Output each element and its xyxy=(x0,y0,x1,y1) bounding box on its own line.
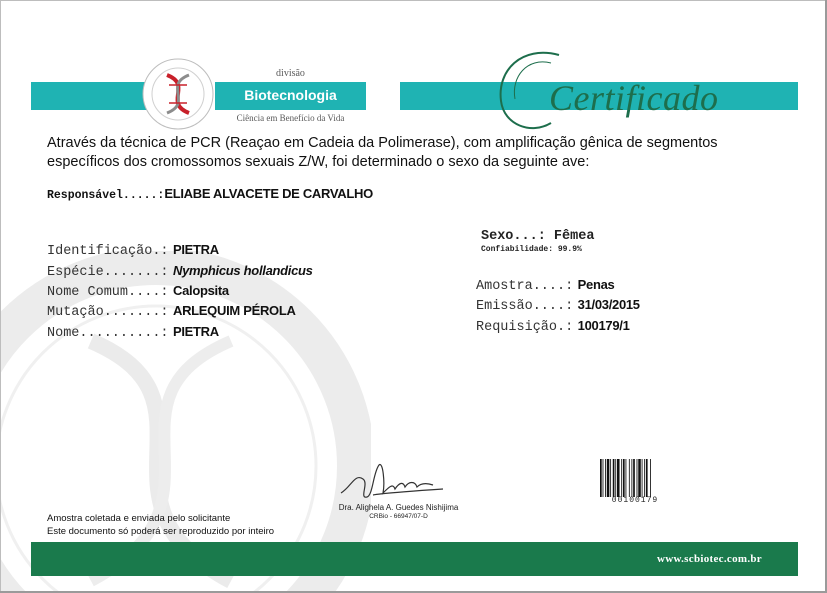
header-band-left xyxy=(31,82,155,110)
field-amostra xyxy=(476,276,614,294)
field-nome-comum xyxy=(47,282,229,300)
footer-band xyxy=(31,542,798,576)
field-identificacao xyxy=(47,241,219,259)
division-name: Biotecnologia xyxy=(244,87,337,103)
footnote-reproduction: Este documento só poderá ser reproduzido por inteiro xyxy=(47,526,275,537)
barcode-number: 00100179 xyxy=(611,496,659,505)
barcode-bar xyxy=(642,459,643,497)
barcode-bar xyxy=(603,459,604,497)
field-value: Nymphicus hollandicus xyxy=(172,263,313,278)
barcode-bar xyxy=(605,459,606,497)
division-label: divisão xyxy=(276,68,305,79)
signature-icon xyxy=(333,453,453,505)
reliability: Confiabilidade: 99.9% xyxy=(481,245,582,254)
barcode-bar xyxy=(610,459,611,497)
barcode-bar xyxy=(615,459,616,497)
barcode-bar xyxy=(644,459,645,497)
barcode-bar xyxy=(629,459,630,497)
certificate-title: Certificado xyxy=(549,78,719,118)
barcode-bar xyxy=(617,459,620,497)
responsavel-label: Responsável.....: xyxy=(47,189,165,202)
website-link[interactable]: www.scbiotec.com.br xyxy=(657,553,762,565)
field-label: Emissão....: xyxy=(476,299,574,314)
sex-result: Sexo...: Fêmea xyxy=(481,229,595,244)
field-emissao xyxy=(476,296,640,314)
field-label: Nome Comum....: xyxy=(47,285,169,300)
responsavel-value: ELIABE ALVACETE DE CARVALHO xyxy=(164,186,373,201)
field-label: Amostra....: xyxy=(476,279,574,294)
barcode-bar xyxy=(638,459,641,497)
responsavel-row xyxy=(47,185,373,203)
field-label: Identificação.: xyxy=(47,244,169,259)
barcode-bar xyxy=(613,459,615,497)
barcode-bar xyxy=(650,459,651,497)
signatory-registration: CRBio - 66947/07-D xyxy=(369,513,428,520)
barcode-bar xyxy=(600,459,602,497)
signatory-name: Dra. Alighela A. Guedes Nishijima xyxy=(338,503,459,512)
field-value: 31/03/2015 xyxy=(577,297,640,312)
field-label: Requisição.: xyxy=(476,320,574,335)
barcode-icon xyxy=(600,459,670,497)
intro-text: Através da técnica de PCR (Reaçao em Cadeia da Polimerase), com amplificação gênica de segmentos específicos dos cromossomos sexuais Z/W, foi determinado o sexo da seguinte ave: xyxy=(47,135,718,170)
sao-camilo-logo-icon xyxy=(141,57,215,131)
field-label: Espécie.......: xyxy=(47,265,169,280)
footnote-sample: Amostra coletada e enviada pelo solicitante xyxy=(47,513,231,524)
field-nome xyxy=(47,323,219,341)
barcode-bar xyxy=(646,459,648,497)
field-value: 100179/1 xyxy=(577,318,630,333)
field-value: PIETRA xyxy=(172,324,219,339)
field-requisicao xyxy=(476,317,630,335)
field-label: Mutação.......: xyxy=(47,305,169,320)
barcode-bar xyxy=(637,459,638,497)
field-especie xyxy=(47,262,313,280)
field-value: Penas xyxy=(577,277,615,292)
barcode-bar xyxy=(607,459,610,497)
barcode-bar xyxy=(626,459,627,497)
barcode-bar xyxy=(621,459,622,497)
barcode-bar xyxy=(623,459,625,497)
field-label: Nome..........: xyxy=(47,326,169,341)
field-value: Calopsita xyxy=(172,283,229,298)
barcode-bar xyxy=(631,459,632,497)
barcode-bar xyxy=(633,459,635,497)
field-value: PIETRA xyxy=(172,242,219,257)
tagline: Ciência em Benefício da Vida xyxy=(236,113,345,123)
field-value: ARLEQUIM PÉROLA xyxy=(172,303,296,318)
field-mutacao xyxy=(47,302,296,320)
